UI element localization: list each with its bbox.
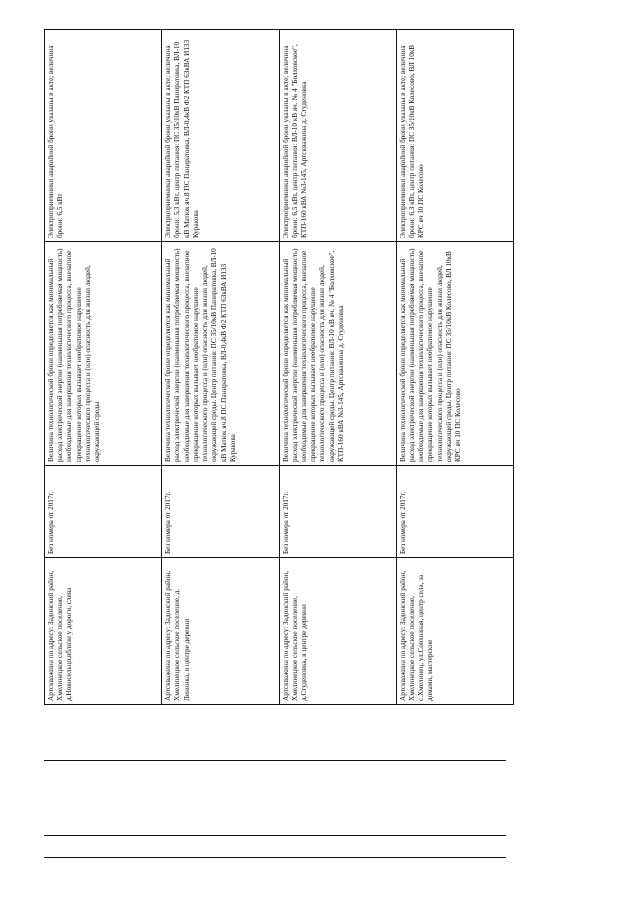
indicator-cell: Величина технологической брони определяется как минимальный расход электрической энергии (наименьшая потребляемая мощность) необходимые для завершения технологического процесса, внезапное прекращение которых вызывает необратимое нарушение технологического процесса и (или) опасность для жизни людей, окружающей среды. Центр питания: ПС 35/10кВ Паниратовка, ВЛ-10 кВ Матюк яч.8 ПС Паниратовка, ВЛ-0,4кВ Ф2 КТП 63кВА И133 Куракова (162, 242, 279, 466)
indicator-cell: Величина технологической брони определяется как минимальный расход электрической энергии (наименьшая потребляемая мощность) необходимые для завершения технологического процесса, внезапное прекращение которых вызывает необратимое нарушение технологического процесса и (или) опасность для жизни людей, окружающей среды. Центр питания: ВЛ-10 кВ яч. № 4 "Болховское", КТП-160 кВА №3-145, Артскважина д. Студеновка (279, 242, 396, 466)
document-cell: Без номера от 2017г. (279, 466, 396, 558)
characteristic-cell: Электроприемники аварийной брони указаны в акте; величина брони: 6,3 кВт, центр питания: ПС 35/10кВ Колесово, ВЛ 10кВ КРС яч 10 ПС Колесово (396, 30, 513, 242)
characteristic-cell: Электроприемники аварийной брони указаны в акте; величина брони: 6,5 кВт, центр питания: ВЛ-10 кВ яч. № 4 "Болховское", КТП-160 кВА №3-145, Артскважина д. Студеновка (279, 30, 396, 242)
object-cell: Артскважина по адресу: Задонский район, Хмелинецкое сельское поселение, д. Ленинка, в центре деревни (162, 558, 279, 705)
table-row (45, 30, 162, 705)
divider-line (44, 857, 506, 858)
indicator-cell: Величина технологической брони определяется как минимальный расход электрической энергии (наименьшая потребляемая мощность) необходимые для завершения технологического процесса, внезапное прекращение которых вызывает необратимое нарушение технологического процесса и (или) опасность для жизни людей, окружающей среды (45, 242, 162, 466)
emergency-reserve-table (44, 29, 514, 705)
document-cell: Без номера от 2017г. (396, 466, 513, 558)
table-row (396, 30, 513, 705)
object-cell: Артскважина по адресу: Задонский район, Хмелинецкое сельское поселение, д.Студеновка, в центре деревни (279, 558, 396, 705)
table-row (279, 30, 396, 705)
rotated-table-container (44, 39, 514, 705)
table-row (162, 30, 279, 705)
document-cell: Без номера от 2017г. (162, 466, 279, 558)
page-number (18, 458, 46, 898)
divider-line (44, 760, 506, 761)
object-cell: Артскважина по адресу: Задонский район, Хмелинецкое сельское поселение, с.Хмелинец, ул.Совхозная, центр села, за домами, мастерские (396, 558, 513, 705)
object-cell: Артскважина по адресу: Задонский район, Хмелинецкое сельское поселение, д.Новосельцо,вблизи у дороги, слева (45, 558, 162, 705)
characteristic-cell: Электроприемники аварийной брони указаны в акте; величина брони: 5,3 кВт, центр питания: ПС 35/10кВ Паниратовка, ВЛ-10 кВ Матюк яч.8 ПС Паниратовка, ВЛ-0,4кВ Ф2 КТП 63кВА И133 Куракова (162, 30, 279, 242)
characteristic-cell: Электроприемники аварийной брони указаны в акте; величина брони: 6,5 кВт (45, 30, 162, 242)
indicator-cell: Величина технологической брони определяется как минимальный расход электрической энергии (наименьшая потребляемая мощность) необходимые для завершения технологического процесса, внезапное прекращение которых вызывает необратимое нарушение технологического процесса и (или) опасность для жизни людей, окружающей среды. Центр питания: ПС 35/10кВ Колесово, ВЛ 10кВ КРС яч 10 ПС Колесово (396, 242, 513, 466)
rotated-table-frame (44, 39, 514, 705)
divider-line (44, 835, 506, 836)
document-cell: Без номера от 2017г. (45, 466, 162, 558)
